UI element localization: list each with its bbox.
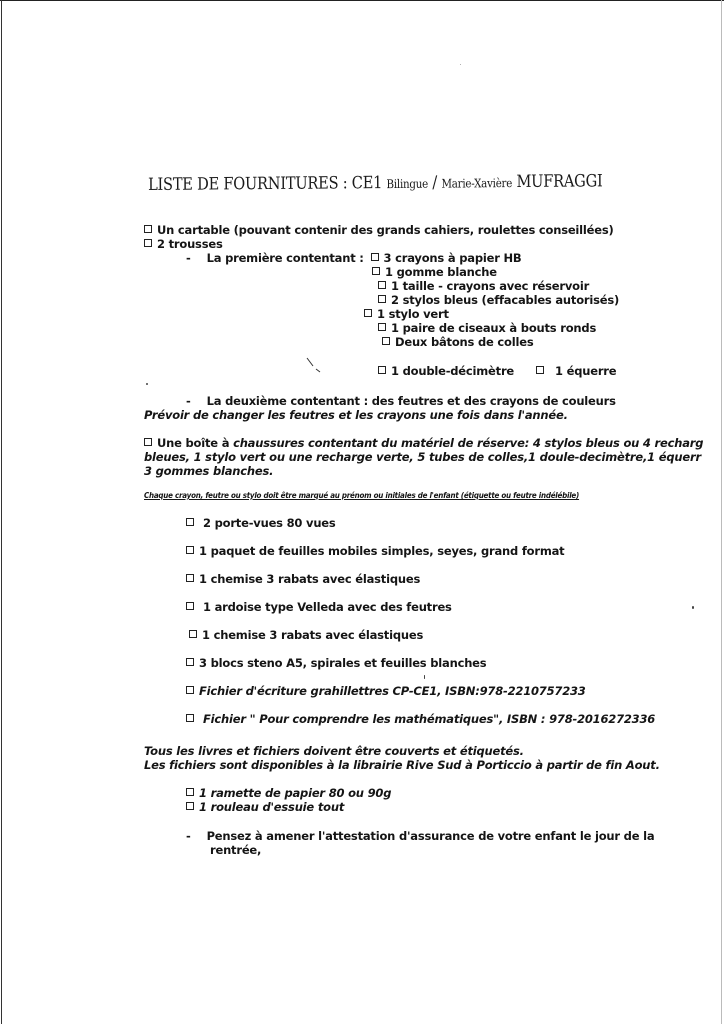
text-boite-line2: bleues, 1 stylo vert ou une recharge verte, 5 tubes de colles,1 doule-decimètre,1 équerr [144,450,701,464]
scan-speck [424,675,425,679]
list-item-fichier-maths: Fichier " Pour comprendre les mathématiques", ISBN : 978-2016272336 [186,712,655,726]
list-item-ciseaux: 1 paire de ciseaux à bouts ronds [378,321,596,335]
text-chaque-crayon: Chaque crayon, feutre ou stylo doit être marqué au prénom ou initiales de l'enfant (étiquette ou feutre indélébile) [144,491,580,500]
list-item-colles: Deux bâtons de colles [382,335,533,349]
list-item-stylo-vert: 1 stylo vert [364,307,449,321]
list-item-stylos-bleus: 2 stylos bleus (effacables autorisés) [378,293,619,307]
checkbox-icon [378,295,386,303]
text-disponibles: Les fichiers sont disponibles à la librairie Rive Sud à Porticcio à partir de fin Aout. [144,758,660,772]
scan-speck [460,64,461,65]
scan-speck [146,383,148,385]
list-item-blocs-steno: 3 blocs steno A5, spirales et feuilles blanches [186,656,486,670]
checkbox-icon [186,802,194,810]
checkbox-icon [144,239,152,247]
list-item-taille: 1 taille - crayons avec réservoir [378,279,589,293]
text-pensez: - Pensez à amener l'attestation d'assurance de votre enfant le jour de la [186,829,655,843]
checkbox-icon [186,602,194,610]
list-item-chemise-1: 1 chemise 3 rabats avec élastiques [186,572,420,586]
scan-speck [692,606,694,609]
list-item-feuilles: 1 paquet de feuilles mobiles simples, seyes, grand format [186,544,564,558]
checkbox-icon [186,658,194,666]
list-item-ardoise: 1 ardoise type Velleda avec des feutres [186,600,452,614]
checkbox-icon [378,323,386,331]
checkbox-icon [378,366,386,374]
list-item-boite: Une boîte à chaussures contentant du matériel de réserve: 4 stylos bleus ou 4 recharg [144,436,703,450]
list-item-premiere: - La première contentant : 3 crayons à papier HB [186,251,522,265]
checkbox-icon [378,281,386,289]
checkbox-icon [186,546,194,554]
title-teacher-firstname: Marie-Xavière [441,176,513,191]
scan-edge-right [721,0,722,1024]
title-teacher-name: MUFRAGGI [516,171,603,193]
scan-edge-left [1,0,2,1024]
list-item-chemise-2: 1 chemise 3 rabats avec élastiques [189,628,423,642]
list-item-cartable: Un cartable (pouvant contenir des grands cahiers, roulettes conseillées) [144,223,614,237]
list-item-equerre: 1 équerre [536,364,616,378]
stray-pen-mark [304,356,324,376]
checkbox-icon [144,438,152,446]
text-rentree: rentrée, [210,843,262,857]
list-item-deuxieme: - La deuxième contentant : des feutres et des crayons de couleurs [186,394,616,408]
dash-bullet: - [186,829,191,843]
text-boite-line3: 3 gommes blanches. [144,464,274,478]
checkbox-icon [371,253,379,261]
checkbox-icon [536,366,544,374]
checkbox-icon [186,714,194,722]
checkbox-icon [382,337,390,345]
list-item-fichier-ecriture: Fichier d'écriture grahillettres CP-CE1, ISBN:978-2210757233 [186,684,586,698]
scan-edge-top [0,0,724,1]
checkbox-icon [186,518,194,526]
text-prevoir: Prévoir de changer les feutres et les crayons une fois dans l'année. [144,408,568,422]
dash-bullet: - [186,251,191,265]
checkbox-icon [372,267,380,275]
list-item-double-decimetre: 1 double-décimètre [378,364,514,378]
page-title [148,171,603,195]
list-item-ramette: 1 ramette de papier 80 ou 90g [186,786,391,800]
checkbox-icon [186,788,194,796]
title-bilingue: Bilingue [386,176,429,192]
list-item-rouleau: 1 rouleau d'essuie tout [186,800,344,814]
dash-bullet: - [186,394,191,408]
text-couverts: Tous les livres et fichiers doivent être couverts et étiquetés. [144,744,524,758]
title-separator: / [432,172,438,193]
checkbox-icon [364,309,372,317]
title-main: LISTE DE FOURNITURES : CE1 [148,173,383,195]
checkbox-icon [144,225,152,233]
checkbox-icon [189,630,197,638]
checkbox-icon [186,574,194,582]
list-item-gomme: 1 gomme blanche [372,265,497,279]
list-item-porte-vues: 2 porte-vues 80 vues [186,516,336,530]
checkbox-icon [186,686,194,694]
list-item-trousses: 2 trousses [144,237,223,251]
